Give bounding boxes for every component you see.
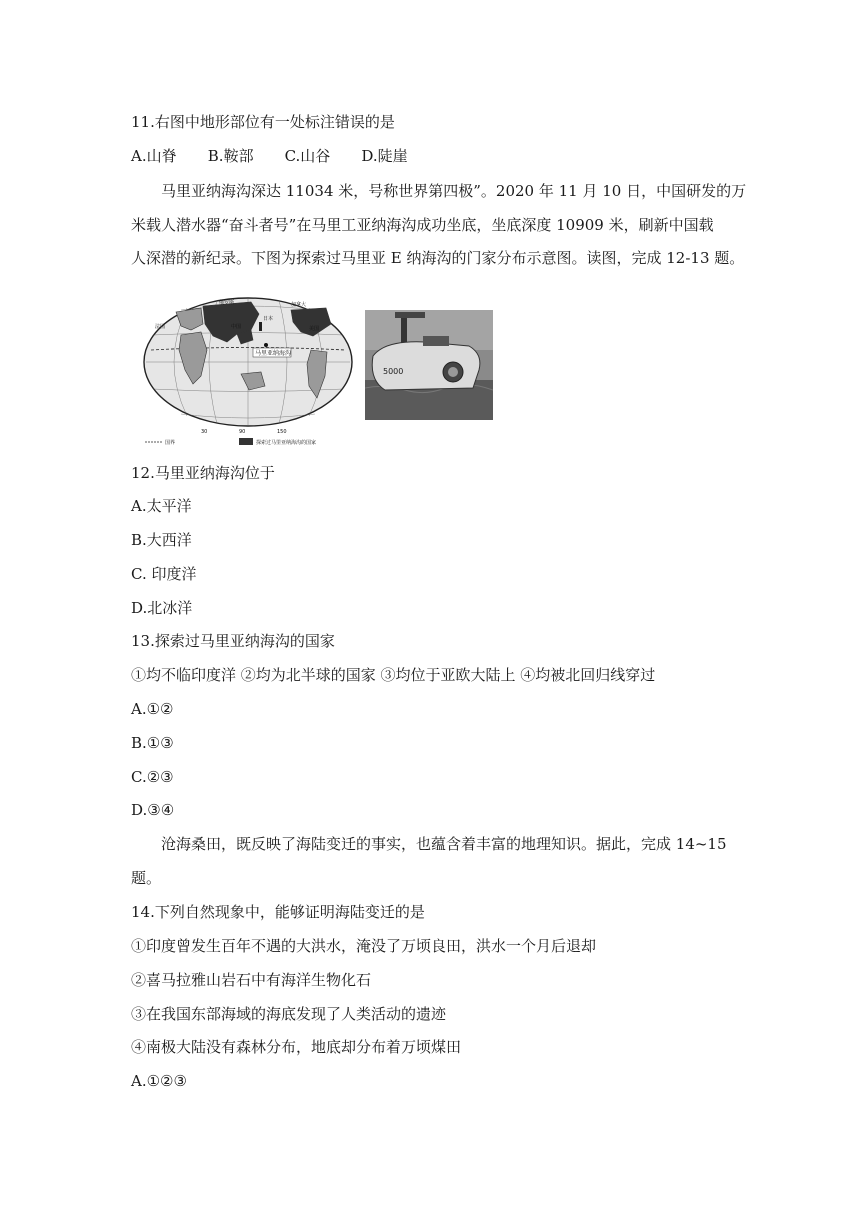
q14-stem: 14.下列自然现象中，能够证明海陆变迁的是 xyxy=(131,903,425,921)
passage1-line3: 人深潜的新纪录。下图为探索过马里亚 E 纳海沟的门家分布示意图。读图，完成 12-13 题。 xyxy=(131,249,745,267)
q14-statement-1: ①印度曾发生百年不遇的大洪水，淹没了万顷良田，洪水一个月后退却 xyxy=(131,937,597,955)
q12-option-b: B.大西洋 xyxy=(131,531,192,549)
figure-group xyxy=(141,290,501,450)
world-map-figure xyxy=(141,290,359,448)
map-trench-label: 马里亚纳海沟 xyxy=(255,350,292,357)
q14-statement-3: ③在我国东部海域的海底发现了人类活动的遗迹 xyxy=(131,1005,447,1023)
q14-option-a: A.①②③ xyxy=(131,1072,187,1090)
q12-stem: 12.马里亚纳海沟位于 xyxy=(131,464,275,482)
submersible-photo xyxy=(365,310,493,420)
q13-statements: ①均不临印度洋 ②均为北半球的国家 ③均位于亚欧大陆上 ④均被北回归线穿过 xyxy=(131,666,656,684)
q12-option-c: C. 印度洋 xyxy=(131,565,197,583)
q12-option-a: A.太平洋 xyxy=(131,497,192,515)
map-label-russia: 俄罗斯 xyxy=(219,300,235,306)
q11-option-c: C.山谷 xyxy=(284,147,331,165)
map-label-usa: 美国 xyxy=(309,326,320,332)
q14-statement-4: ④南极大陆没有森林分布，地底却分布着万顷煤田 xyxy=(131,1038,462,1056)
passage2-line1: 沧海桑田，既反映了海陆变迁的事实，也蕴含着丰富的地理知识。据此，完成 14~15 xyxy=(161,835,727,853)
map-longitude-90: 90 xyxy=(239,429,246,435)
map-label-japan: 日本 xyxy=(263,316,274,322)
passage1-line2: 米载人潜水器“奋斗者号”在马里工亚纳海沟成功坐底，坐底深度 10909 米，刷新中国载 xyxy=(131,216,714,234)
map-label-canada: 加拿大 xyxy=(291,302,307,308)
map-longitude-150: 150 xyxy=(277,429,287,435)
map-label-china: 中国 xyxy=(231,324,242,330)
map-label-france: 法国 xyxy=(155,324,166,330)
q11-option-b: B.鞍部 xyxy=(207,147,254,165)
passage1-line1: 马里亚纳海沟深达 11034 米，号称世界第四极”。2020 年 11 月 10 日，中国研发的万 xyxy=(161,182,747,200)
q11-option-d: D.陡崖 xyxy=(361,147,408,165)
q13-stem: 13.探索过马里亚纳海沟的国家 xyxy=(131,632,335,650)
q12-option-d: D.北冰洋 xyxy=(131,599,193,617)
q11-options xyxy=(131,146,408,166)
legend-border-label: 国界 xyxy=(165,440,176,446)
q13-option-a: A.①② xyxy=(131,700,174,718)
q13-option-d: D.③④ xyxy=(131,801,175,819)
q14-statement-2: ②喜马拉雅山岩石中有海洋生物化石 xyxy=(131,971,372,989)
q13-option-c: C.②③ xyxy=(131,768,174,786)
q11-option-a: A.山脊 xyxy=(131,147,177,165)
legend-country-label: 探索过马里亚纳海沟的国家 xyxy=(256,440,317,446)
q13-option-b: B.①③ xyxy=(131,734,174,752)
q11-stem: 11.右图中地形部位有一处标注错误的是 xyxy=(131,113,395,131)
passage2-line2: 题。 xyxy=(131,869,162,887)
map-longitude-30: 30 xyxy=(201,429,208,435)
submersible-number: 5000 xyxy=(383,367,404,376)
